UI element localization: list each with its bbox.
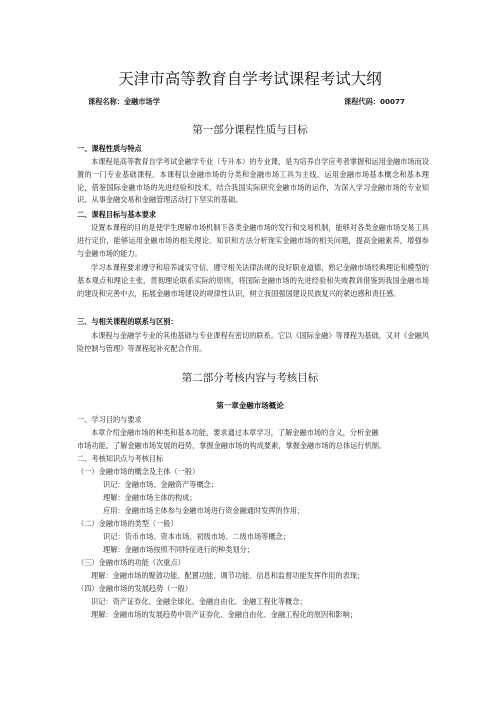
outline-line: 理解：金融市场的聚敛功能、配置功能、调节功能、信息和监督功能发挥作用的表现； (91, 571, 365, 580)
outline-line: 市场功能，了解金融市场发展的趋势，掌握金融市场的构成要素，掌握金融市场的总体运行机制。 (77, 441, 387, 450)
outline-line: 理解：金融市场的发展趋势中资产证券化、金融自由化、金融工程化的原因和影响； (91, 610, 357, 619)
course-name: 课程名称：金融市场学 (88, 97, 160, 106)
outline-line: （一）金融市场的概念及主体（一般） (77, 467, 200, 476)
outline-line: 应用：金融市场主体参与金融市场进行资金融通时发挥的作用； (103, 506, 305, 515)
document-title: 天津市高等教育自学考试课程考试大纲 (118, 70, 382, 88)
section1-title: 一、课程性质与特点 (77, 144, 142, 153)
course-code: 课程代码：00077 (344, 97, 405, 106)
outline-line: 识记：金融市场、金融资产等概念； (103, 480, 219, 489)
section1-text: 本课程是高等教育自学考试金融学专业（专升本）的专业课，是为培养自学应考者掌握和运用金融市场而设置的一门专业基础课程。本课程以金融市场的分类和金融市场工具为主线，运用金融市场基本概念和基本理论，借鉴国际金融市场的先进经验和技术，结合我国实际研究金融市场的运作，为深入学习金融市场的专业知识、从事金融交易和金融管理活动打下坚实的基础。 (77, 157, 429, 205)
part2-heading: 第二部分考核内容与考核目标 (181, 372, 319, 384)
section2-text2: 学习本课程要求遵守和培养诚实守信、遵守相关法律法规的良好职业道德，熟记金融市场经典理论和模型的基本观点和理论主张，贯彻理论联系实际的原则，将国际金融市场的先进经验和失败教训借鉴到我国金融市场的建设和完善中去，拓展金融市场建设的规律性认识，树立我国强国建设民族复兴的紧迫感和责任感。 (77, 263, 429, 298)
outline-line: （四）金融市场的发展趋势（一般） (77, 584, 193, 593)
outline-line: 本章介绍金融市场的种类和基本功能，要求通过本章学习，了解金融市场的含义，分析金融 (91, 428, 379, 437)
outline-line: 理解：金融市场按照不同特征进行的种类划分； (103, 545, 254, 554)
section2-title: 二、课程目标与基本要求 (77, 210, 157, 219)
part1-heading: 第一部分课程性质与目标 (192, 124, 308, 136)
section3-title: 三、与相关课程的联系与区别： (77, 317, 178, 326)
outline-line: 识记：货币市场、资本市场、初级市场、二级市场等概念； (103, 532, 290, 541)
outline-line: 二、考核知识点与考核目标 (77, 454, 164, 463)
outline-line: 理解：金融市场主体的构成； (103, 493, 197, 502)
chapter1-title: 第一章金融市场概论 (216, 401, 284, 410)
section3-text: 本课程与金融学专业的其他基础与专业课程有密切的联系。它以《国际金融》等课程为基础，又对《金融风险控制与管理》等课程起补充配合作用。 (77, 331, 429, 353)
outline-line: （二）金融市场的类型（一般） (77, 519, 178, 528)
outline-line: 一、学习目的与要求 (77, 415, 142, 424)
section2-text1: 设置本课程的目的是使学生理解市场机制下各类金融市场的发行和交易机制，能够对各类金融市场交易工具进行定价，能够运用金融市场的相关理论、知识和方法分析现实金融市场的相关问题，提高金融素养，增强参与金融市场的能力。 (77, 223, 429, 258)
outline-line: 识记：资产证券化、金融全球化、金融自由化、金融工程化等概念； (91, 597, 307, 606)
outline-line: （三）金融市场的功能（次重点） (77, 558, 185, 567)
